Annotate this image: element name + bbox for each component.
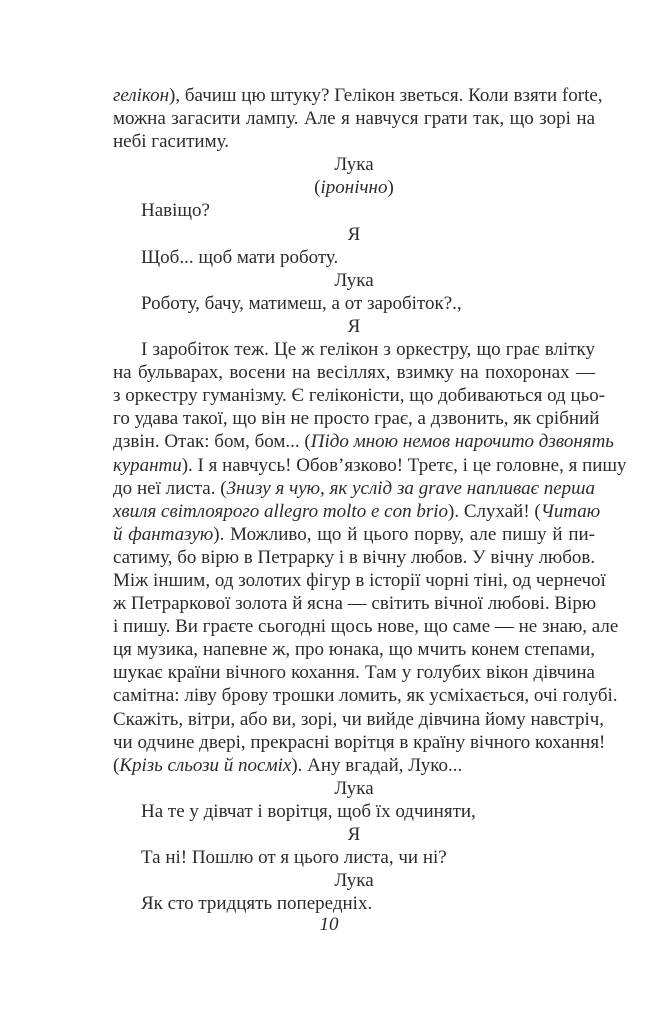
text-span: Я [347,223,361,245]
text-span: ця музика, напевне ж, про юнака, що мчить конем степами, [113,639,595,661]
italic-text: Підо мною немов нарочито дзвонять [310,431,614,453]
text-span: На те у дівчат і ворітця, щоб їх одчиняти, [141,800,476,822]
text-span: сатиму, бо вірю в Петрарку і в вічну любов. У вічну любов. [113,546,596,568]
text-line [113,384,606,407]
italic-text: хвиля світлоярого allegro molto e con brio [113,500,448,522]
page-number: 10 [319,914,339,935]
text-span: Як сто тридцять попередніх. [141,893,373,915]
text-span: ( [314,177,321,199]
text-span: Лука [334,269,374,291]
text-span: до неї листа. ( [113,477,227,499]
text-line [113,107,595,130]
text-span: ), бачиш цю штуку? Гелікон зветься. Коли взяти forte, [169,85,603,106]
text-line [113,500,601,523]
text-span: ). Слухай! ( [448,500,541,522]
text-span: і пишу. Ви граєте сьогодні щось нове, що саме — не знаю, але [113,616,619,638]
text-line [113,846,595,869]
text-line [113,615,619,638]
text-span: Я [347,824,361,845]
text-line [113,477,595,500]
text-span: ). І я навчусь! Обов’язково! Третє, і це головне, я пишу [181,454,627,476]
speaker-line [113,223,595,246]
text-line [113,731,606,754]
text-span: го удава такої, що він не просто грає, а дзвонить, як срібний [113,408,600,430]
text-line [113,754,595,777]
text-span: Щоб... щоб мати роботу. [141,246,339,268]
text-line [113,407,600,430]
speaker-line [113,315,595,338]
italic-text: Крізь сльози й посміх [119,754,292,776]
italic-text: куранти [113,454,182,476]
text-span: ). Ану вгадай, Луко... [291,754,463,776]
text-span: на бульварах, восени на весіллях, взимку на похоронах — [113,362,595,384]
text-span: Лука [334,154,374,176]
text-span: Навіщо? [141,200,210,222]
text-line [113,638,595,661]
text-span: Лука [334,777,374,799]
text-line [113,684,618,707]
text-span: Роботу, бачу, матимеш, а от заробіток?., [141,292,462,314]
text-span: з оркестру гуманізму. Є геліконісти, що добиваються од цьо- [113,385,606,407]
speaker-line [113,153,595,176]
page-text [113,84,627,915]
text-line [113,454,627,477]
speaker-line [113,777,595,800]
text-line [113,338,595,361]
speaker-line [113,823,595,846]
text-span: Скажіть, вітри, або ви, зорі, чи вийде дівчина йому навстріч, [113,708,605,730]
text-line [113,84,603,107]
text-span: ж Петраркової золота й ясна — світить вічної любові. Вірю [113,593,597,615]
text-span: дзвін. Отак: бом, бом... ( [113,431,311,453]
text-line [113,130,595,153]
italic-text: іронічно [320,177,388,199]
text-line [113,523,595,546]
text-span: самітна: ліву брову трошки ломить, як усміхається, очі голубі. [113,685,618,707]
text-line [113,661,595,684]
text-span: чи одчине двері, прекрасні ворітця в країну вічного кохання! [113,731,606,753]
speaker-line [113,869,595,892]
italic-text: й фантазую [113,523,214,545]
text-span: Я [347,315,361,337]
text-span: І заробіток теж. Це ж гелікон з оркестру, що грає влітку [141,339,595,361]
text-line [113,199,595,222]
italic-text: гелікон [113,85,170,106]
text-span: Та ні! Пошлю от я цього листа, чи ні? [141,847,447,869]
italic-text: Знизу я чую, як услід за grave напливає перша [226,477,595,499]
text-line [113,800,595,823]
text-span: ). Можливо, що й цього порву, але пишу й пи- [213,523,596,545]
text-line [113,361,595,384]
text-span: ) [387,177,394,199]
text-line [113,569,606,592]
text-line [113,546,595,569]
text-line [113,892,595,915]
text-span: шукає країни вічного кохання. Там у голубих вікон дівчина [113,662,595,684]
text-span: можна загасити лампу. Але я навчуся грати так, що зорі на [113,108,595,130]
text-span: Між іншим, од золотих фігур в історії чорні тіні, од чернечої [113,569,606,591]
text-line [113,246,595,269]
text-line [113,292,595,315]
speaker-line [113,176,595,199]
italic-text: Читаю [540,500,601,522]
text-span: Лука [334,870,374,892]
text-line [113,592,595,615]
text-line [113,708,605,731]
text-span: небі гаситиму. [113,131,229,153]
speaker-line [113,269,595,292]
text-line [113,430,614,453]
text-span: ( [113,754,120,776]
